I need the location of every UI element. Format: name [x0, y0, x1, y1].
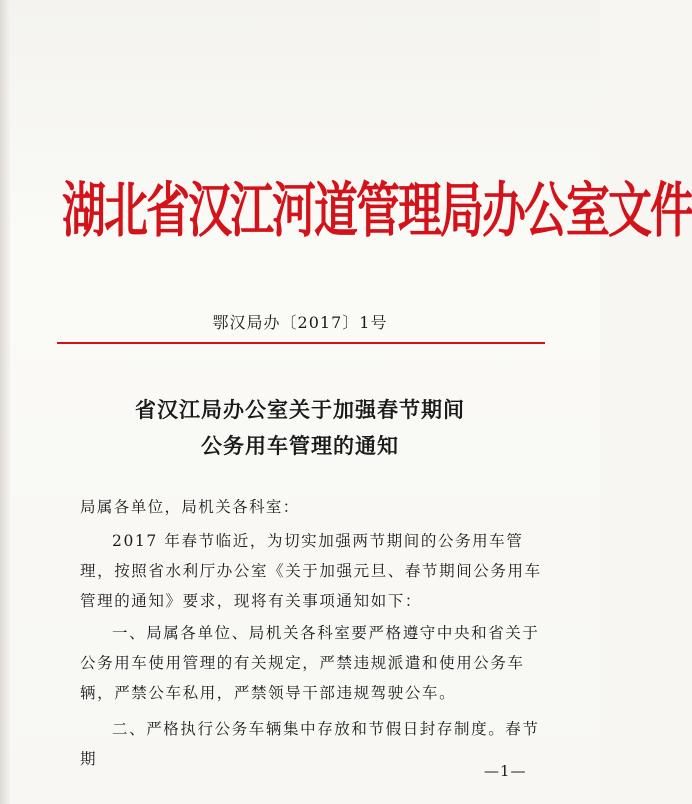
- body-paragraph-3-text: 二、严格执行公务车辆集中存放和节假日封存制度。春节期: [80, 720, 540, 768]
- body-paragraph-3: [80, 714, 550, 774]
- page-number: —1—: [484, 762, 527, 780]
- notice-title-line-2: 公务用车管理的通知: [201, 433, 399, 458]
- body-paragraph-2: [80, 618, 550, 708]
- red-separator-rule: [57, 342, 545, 344]
- body-paragraph-2-text: 一、局属各单位、局机关各科室要严格遵守中央和省关于公务用车使用管理的有关规定，严禁违规派遣和使用公务车辆，严禁公车私用，严禁领导干部违规驾驶公车。: [80, 624, 540, 702]
- red-header-title: 湖北省汉江河道管理局办公室文件: [62, 176, 692, 246]
- body-paragraph-1-text: 2017 年春节临近，为切实加强两节期间的公务用车管理，按照省水利厅办公室《关于加强元旦、春节期间公务用车管理的通知》要求，现将有关事项通知如下：: [80, 532, 542, 610]
- notice-title-line-1: 省汉江局办公室关于加强春节期间: [135, 397, 465, 422]
- salutation: 局属各单位，局机关各科室：: [80, 498, 300, 516]
- body-paragraph-1: [80, 526, 550, 616]
- document-number: 鄂汉局办〔2017〕1号: [212, 313, 388, 332]
